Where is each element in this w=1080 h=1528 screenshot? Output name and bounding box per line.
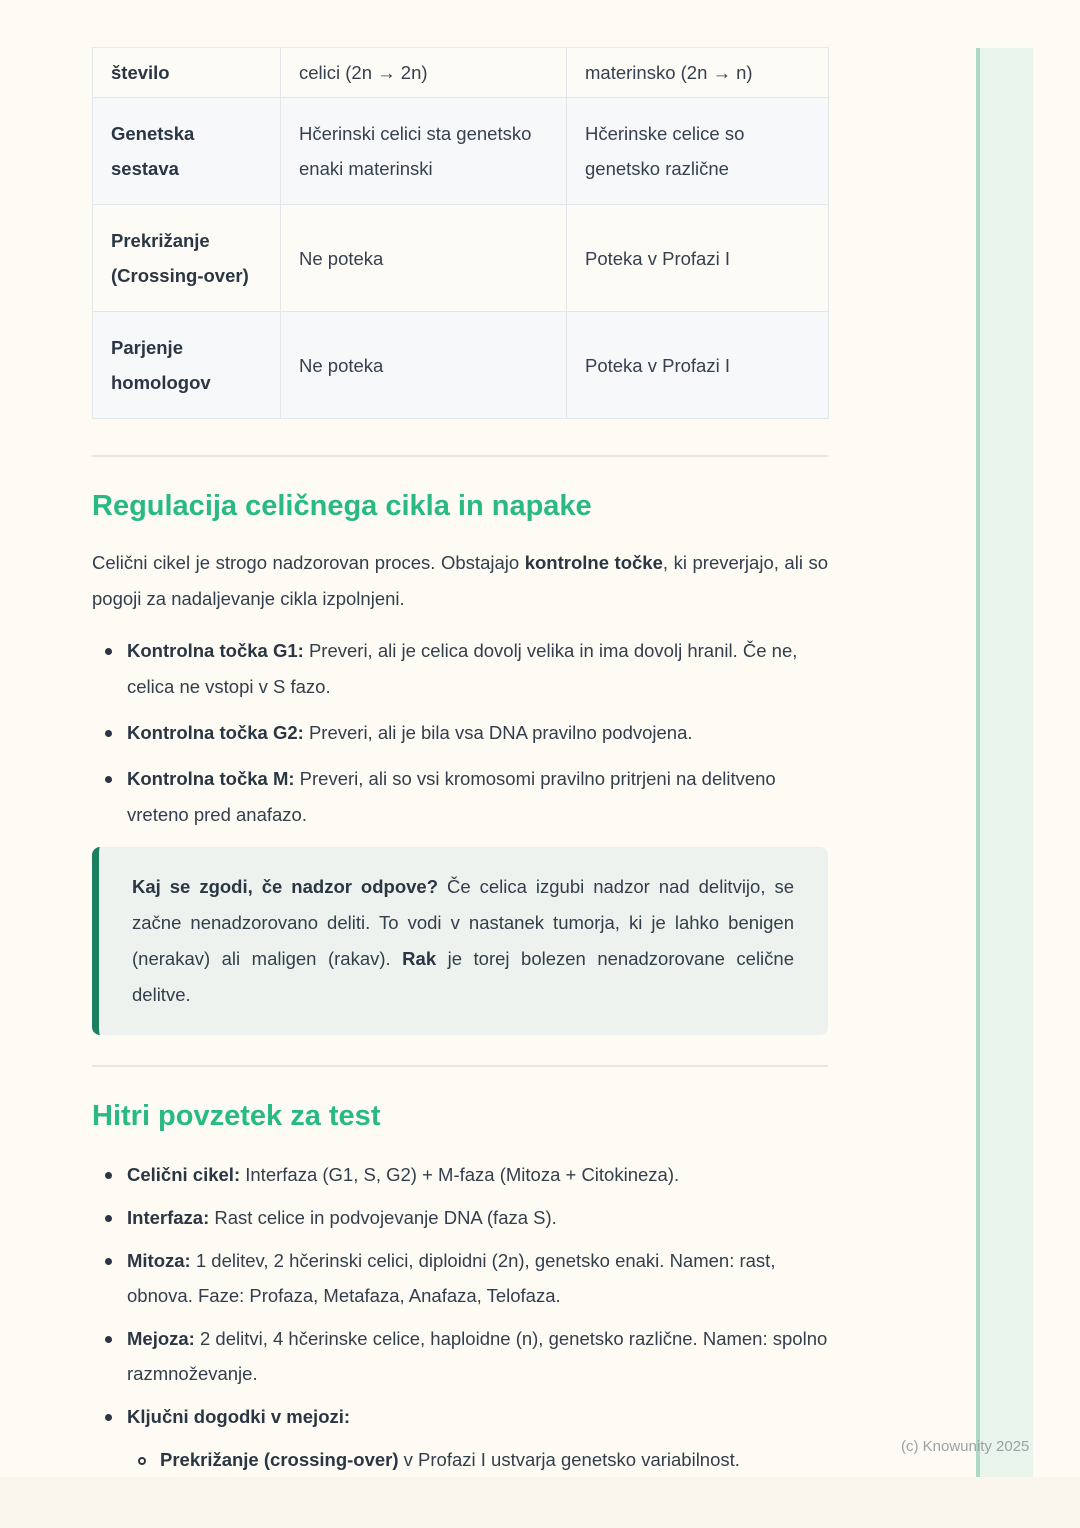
callout-paragraph: [132, 869, 794, 1013]
list-item-body: Preveri, ali so vsi kromosomi pravilno pritrjeni na delitveno vreteno pred anafazo.: [127, 768, 776, 825]
regulation-intro-paragraph: [92, 545, 828, 617]
list-item-text: [127, 1157, 828, 1192]
bullet-icon: [92, 761, 127, 833]
table-cell-mitoza: Ne poteka: [281, 205, 567, 312]
list-item-text: [127, 761, 828, 833]
page-margin-stripe: [976, 48, 1033, 1477]
list-item-body: v Profazi I ustvarja genetsko variabilnost.: [398, 1449, 740, 1470]
document-content: [92, 0, 828, 1485]
list-item: [92, 1399, 828, 1434]
list-item-lead: Ključni dogodki v mejozi:: [127, 1406, 351, 1427]
section-heading-summary: Hitri povzetek za test: [92, 1100, 381, 1132]
list-item-lead: Interfaza:: [127, 1207, 210, 1228]
bullet-icon: [92, 1243, 127, 1313]
callout-bold-rak: Rak: [402, 948, 437, 969]
bullet-icon: [92, 633, 127, 705]
table-cell-mitoza: Hčerinski celici sta genetsko enaki materinski: [281, 98, 567, 205]
section-divider: [92, 455, 828, 457]
table-cell-mitoza: celici (2n → 2n): [281, 48, 567, 98]
list-item-text: [160, 1442, 828, 1477]
list-item: [92, 1200, 828, 1235]
list-item-lead: Mejoza:: [127, 1328, 195, 1349]
sub-list-item: [125, 1442, 828, 1477]
section-heading-regulation: Regulacija celičnega cikla in napake: [92, 490, 592, 522]
table-cell-mejoza: materinsko (2n → n): [567, 48, 829, 98]
list-item-lead: Kontrolna točka G2:: [127, 722, 304, 743]
list-item-text: [127, 715, 828, 751]
table-cell-mejoza: Poteka v Profazi I: [567, 205, 829, 312]
list-item-body: Preveri, ali je celica dovolj velika in ima dovolj hranil. Če ne, celica ne vstopi v S fazo.: [127, 640, 798, 697]
bullet-icon: [92, 1157, 127, 1192]
copyright-watermark: (c) Knowunity 2025: [901, 1438, 1030, 1455]
table-row-label: Genetska sestava: [93, 98, 281, 205]
table-row: [93, 205, 829, 312]
warning-callout-box: [92, 847, 828, 1035]
table-row: [93, 48, 829, 98]
list-item-text: [127, 1200, 828, 1235]
table-cell-mejoza: Hčerinske celice so genetsko različne: [567, 98, 829, 205]
list-item-body: 2 delitvi, 4 hčerinske celice, haploidne (n), genetsko različne. Namen: spolno razmnoževanje.: [127, 1328, 828, 1384]
list-item: [92, 761, 828, 833]
list-item-body: Rast celice in podvojevanje DNA (faza S).: [209, 1207, 557, 1228]
checkpoints-list: [92, 633, 828, 833]
intro-bold-kontrolne-tocke: kontrolne točke: [524, 552, 663, 573]
list-item: [92, 1243, 828, 1313]
bullet-icon: [92, 1399, 127, 1434]
list-item-body: 1 delitev, 2 hčerinski celici, diploidni (2n), genetsko enaki. Namen: rast, obnova. Faze: Profaza, Metafaza, Anafaza, Telofaza.: [127, 1250, 776, 1306]
callout-lead-question: Kaj se zgodi, če nadzor odpove?: [132, 876, 439, 897]
list-item-body: Interfaza (G1, S, G2) + M-faza (Mitoza + Citokineza).: [240, 1164, 680, 1185]
list-item-text: [127, 633, 828, 705]
list-item: [92, 1321, 828, 1391]
bullet-icon: [92, 1321, 127, 1391]
list-item-text: [127, 1243, 828, 1313]
bullet-icon: [92, 715, 127, 751]
table-row: [93, 312, 829, 419]
summary-list: [92, 1157, 828, 1477]
list-item-text: [127, 1399, 828, 1434]
list-item-lead: Prekrižanje (crossing-over): [160, 1449, 399, 1470]
intro-text: Celični cikel je strogo nadzorovan proces. Obstajajo: [92, 552, 525, 573]
section-divider: [92, 1065, 828, 1067]
list-item-text: [127, 1321, 828, 1391]
mitosis-meiosis-comparison-table: [92, 47, 829, 419]
list-item-lead: Kontrolna točka M:: [127, 768, 295, 789]
table-cell-mejoza: Poteka v Profazi I: [567, 312, 829, 419]
table-row-label: Parjenje homologov: [93, 312, 281, 419]
table-cell-mitoza: Ne poteka: [281, 312, 567, 419]
list-item-lead: Kontrolna točka G1:: [127, 640, 304, 661]
list-item-body: Preveri, ali je bila vsa DNA pravilno podvojena.: [303, 722, 693, 743]
circle-bullet-icon: [125, 1442, 160, 1477]
callout-body: je torej bolezen nenadzorovane celične delitve.: [132, 948, 794, 1005]
callout-body: Če celica izgubi nadzor nad delitvijo, se začne nenadzorovano deliti. To vodi v nastanek tumorja, ki je lahko benigen (nerakav) ali maligen (rakav).: [132, 876, 794, 969]
list-item-lead: Celični cikel:: [127, 1164, 241, 1185]
list-item-lead: Mitoza:: [127, 1250, 191, 1271]
list-item: [92, 1157, 828, 1192]
intro-text: , ki preverjajo, ali so pogoji za nadaljevanje cikla izpolnjeni.: [92, 552, 829, 609]
table-row-label: število: [93, 48, 281, 98]
table-row-label: Prekrižanje (Crossing-over): [93, 205, 281, 312]
bullet-icon: [92, 1200, 127, 1235]
list-item: [92, 715, 828, 751]
table-row: [93, 98, 829, 205]
list-item: [92, 633, 828, 705]
